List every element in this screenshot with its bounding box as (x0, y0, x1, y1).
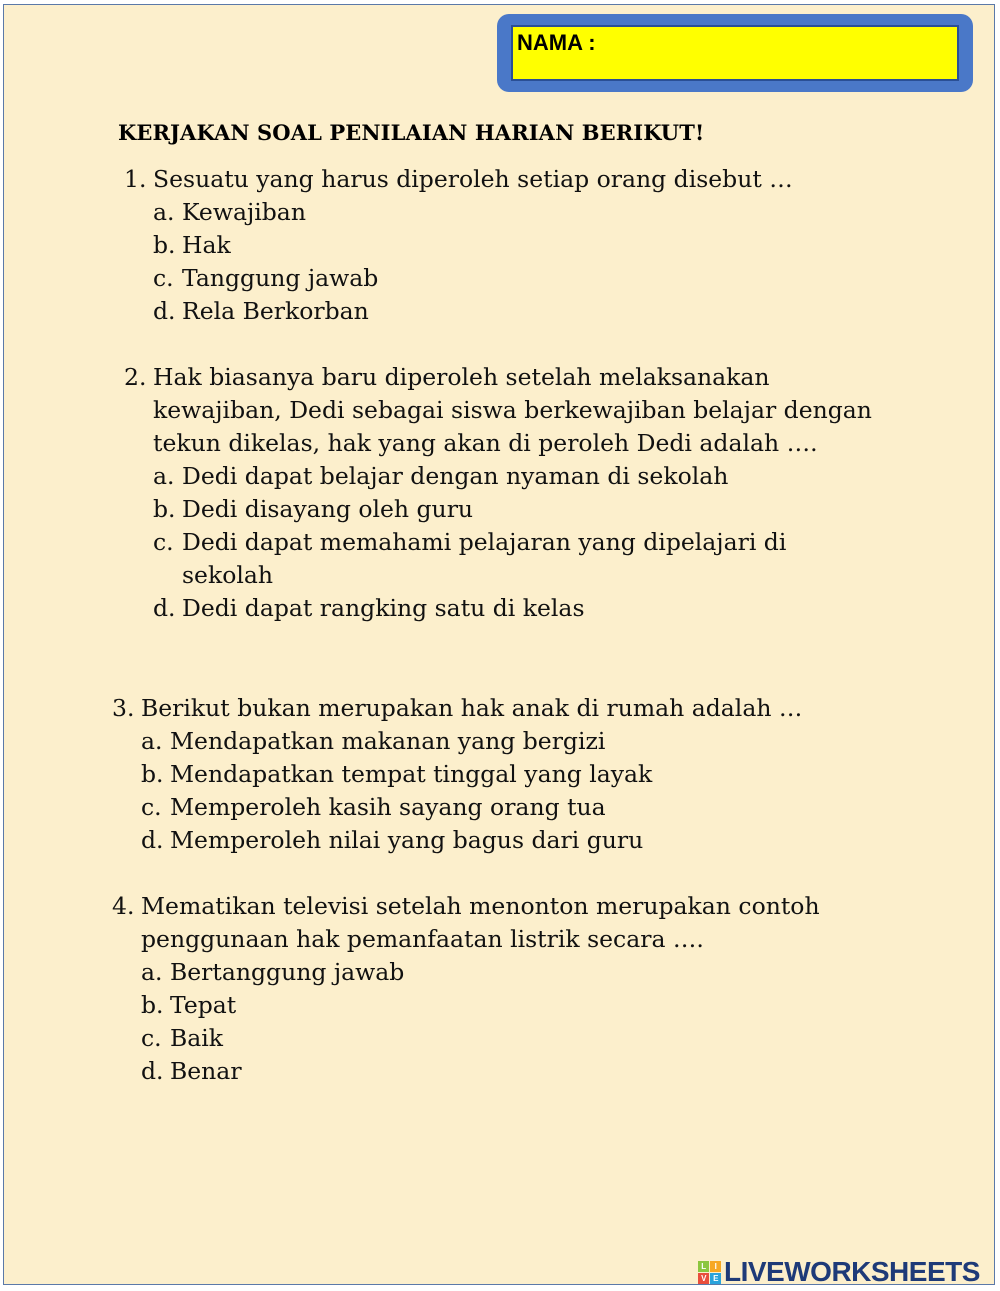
option-letter: c. (153, 264, 174, 292)
option-text: Mendapatkan makanan yang bergizi (170, 727, 606, 755)
question-4 (112, 890, 892, 1088)
logo-icon-cell: E (710, 1273, 721, 1284)
option-item (141, 1022, 892, 1055)
question-1 (124, 163, 884, 328)
question-text: Sesuatu yang harus diperoleh setiap orang disebut … (153, 165, 793, 193)
option-item (153, 262, 884, 295)
option-item (141, 791, 892, 824)
option-letter: c. (141, 1024, 162, 1052)
option-item (141, 956, 892, 989)
option-text: Dedi dapat memahami pelajaran yang dipelajari di sekolah (182, 528, 787, 589)
logo-icon-cell: V (698, 1273, 709, 1284)
option-list (141, 725, 892, 857)
option-text: Memperoleh kasih sayang orang tua (170, 793, 606, 821)
option-letter: b. (141, 991, 164, 1019)
question-text: Hak biasanya baru diperoleh setelah melaksanakan kewajiban, Dedi sebagai siswa berkewajiban belajar dengan tekun dikelas, hak yang akan di peroleh Dedi adalah …. (153, 363, 872, 457)
option-letter: a. (141, 727, 163, 755)
option-text: Baik (170, 1024, 224, 1052)
option-list (153, 460, 884, 625)
option-item (141, 725, 892, 758)
option-item (153, 460, 884, 493)
option-letter: c. (153, 528, 174, 556)
option-letter: d. (141, 1057, 164, 1085)
option-text: Dedi dapat belajar dengan nyaman di sekolah (182, 462, 729, 490)
liveworksheets-logo-icon (698, 1261, 721, 1284)
option-text: Tepat (170, 991, 237, 1019)
option-text: Tanggung jawab (182, 264, 379, 292)
option-letter: d. (153, 297, 176, 325)
option-letter: a. (153, 462, 175, 490)
name-label: NAMA : (517, 30, 596, 55)
option-item (141, 758, 892, 791)
question-number: 3. (112, 694, 135, 722)
option-text: Benar (170, 1057, 242, 1085)
option-letter: d. (153, 594, 176, 622)
option-item (153, 196, 884, 229)
option-text: Rela Berkorban (182, 297, 369, 325)
question-3 (112, 692, 892, 857)
option-letter: b. (153, 495, 176, 523)
liveworksheets-logo (698, 1256, 980, 1288)
option-item (153, 592, 884, 625)
name-box (497, 14, 973, 92)
option-item (153, 493, 884, 526)
option-letter: c. (141, 793, 162, 821)
option-item (153, 295, 884, 328)
question-text: Mematikan televisi setelah menonton merupakan contoh penggunaan hak pemanfaatan listrik secara …. (141, 892, 820, 953)
option-text: Dedi disayang oleh guru (182, 495, 474, 523)
option-letter: b. (153, 231, 176, 259)
question-text: Berikut bukan merupakan hak anak di rumah adalah … (141, 694, 803, 722)
logo-icon-cell: I (710, 1261, 721, 1272)
question-2 (124, 361, 884, 625)
logo-text: LIVEWORKSHEETS (724, 1256, 980, 1287)
option-item (141, 824, 892, 857)
name-input-field[interactable] (511, 25, 959, 81)
question-number: 2. (124, 363, 147, 391)
worksheet-heading: KERJAKAN SOAL PENILAIAN HARIAN BERIKUT! (118, 120, 705, 145)
option-letter: d. (141, 826, 164, 854)
option-text: Bertanggung jawab (170, 958, 405, 986)
logo-icon-cell: L (698, 1261, 709, 1272)
option-list (153, 196, 884, 328)
option-text: Dedi dapat rangking satu di kelas (182, 594, 585, 622)
option-item (141, 1055, 892, 1088)
option-item (153, 526, 884, 592)
option-item (141, 989, 892, 1022)
option-letter: b. (141, 760, 164, 788)
option-text: Mendapatkan tempat tinggal yang layak (170, 760, 653, 788)
question-number: 4. (112, 892, 135, 920)
option-text: Memperoleh nilai yang bagus dari guru (170, 826, 644, 854)
question-number: 1. (124, 165, 147, 193)
option-letter: a. (153, 198, 175, 226)
option-item (153, 229, 884, 262)
option-text: Hak (182, 231, 231, 259)
option-list (141, 956, 892, 1088)
option-text: Kewajiban (182, 198, 306, 226)
option-letter: a. (141, 958, 163, 986)
